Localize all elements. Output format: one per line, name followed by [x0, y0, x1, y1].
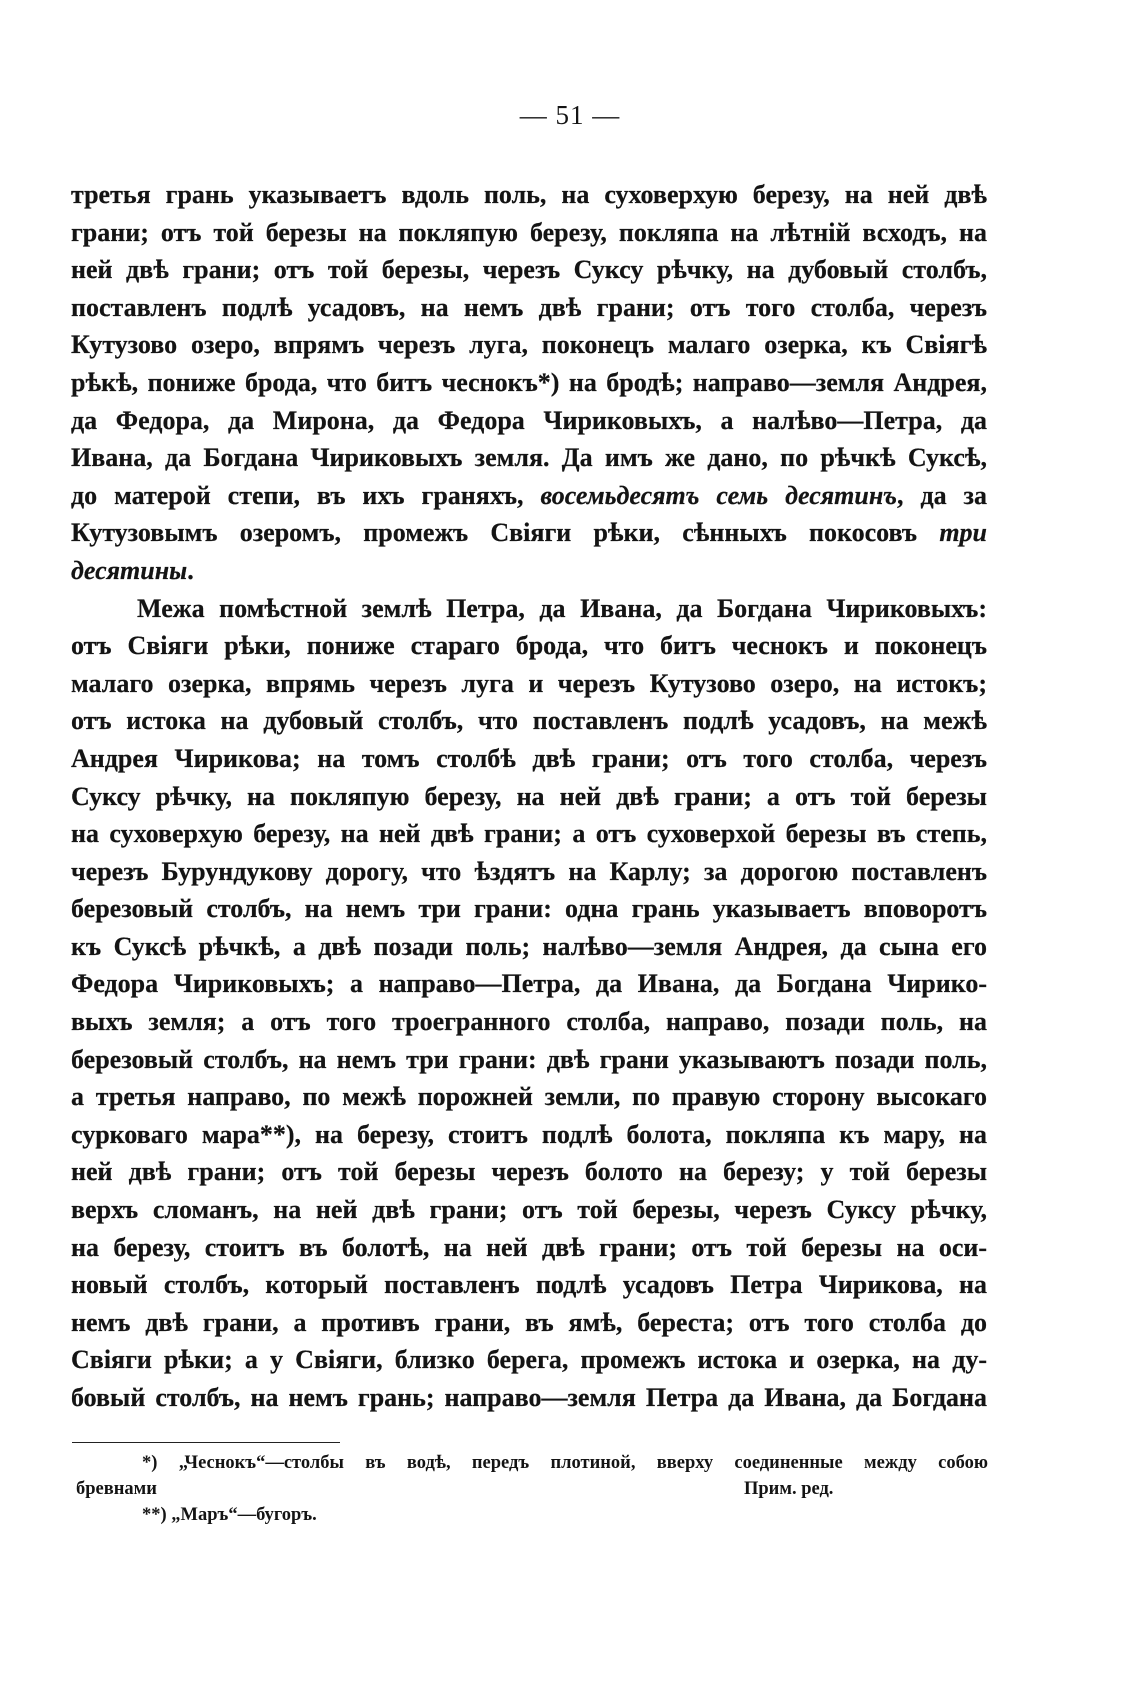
text-line: грани; отъ той березы на покляпую березу, покляпа на лѣтній всходъ, на [71, 217, 987, 247]
text-line: немъ двѣ грани, а противъ грани, въ ямѣ, береста; отъ того столба до [71, 1307, 987, 1337]
text-line: Федора Чириковыхъ; а направо—Петра, да Ивана, да Богдана Чирико- [71, 969, 987, 999]
text-segment: Кутузовымъ озеромъ, промежъ Свiяги рѣки, сѣнныхъ покосовъ [71, 518, 940, 548]
text-line: Ивана, да Богдана Чириковыхъ земля. Да имъ же дано, по рѣчкѣ Суксѣ, [71, 443, 987, 473]
italic-emphasis: десятины [71, 555, 188, 585]
footnote-1: *) „Чеснокъ“—столбы въ водѣ, передъ плотиной, вверху соединенные между собою [142, 1453, 988, 1473]
footnote-divider [72, 1442, 340, 1443]
text-line [71, 477, 987, 515]
text-line: верхъ сломанъ, на ней двѣ грани; отъ той березы, черезъ Суксу рѣчку, [71, 1195, 987, 1225]
footnotes [76, 1450, 988, 1528]
text-line: березовый столбъ, на немъ три грани: одна грань указываетъ вповоротъ [71, 894, 987, 924]
text-line: отъ истока на дубовый столбъ, что поставленъ подлѣ усадовъ, на межѣ [71, 706, 987, 736]
text-line: Кутузово озеро, впрямъ черезъ луга, поконецъ малаго озерка, къ Свiягѣ [71, 330, 987, 360]
footnote-1-continuation [76, 1476, 988, 1502]
footnote-2: **) „Маръ“—бугоръ. [142, 1505, 317, 1525]
italic-emphasis: три [939, 518, 987, 548]
page-number: — 51 — [519, 100, 621, 130]
text-line: а третья направо, по межѣ порожней земли, по правую сторону высокаго [71, 1082, 987, 1112]
text-line: березовый столбъ, на немъ три грани: двѣ грани указываютъ позади поль, [71, 1044, 987, 1074]
text-line: Суксу рѣчку, на покляпую березу, на ней двѣ грани; а отъ той березы [71, 781, 987, 811]
paragraph-start-line: Межа помѣстной землѣ Петра, да Ивана, да Богдана Чириковыхъ: [137, 593, 987, 623]
text-line: выхъ земля; а отъ того троегранного столба, направо, позади поль, на [71, 1007, 987, 1037]
text-line: ней двѣ грани; отъ той березы, черезъ Суксу рѣчку, на дубовый столбъ, [71, 255, 987, 285]
text-line [71, 552, 987, 590]
footnote-1-tail: бревнами [76, 1479, 157, 1499]
editor-note: Прим. ред. [744, 1479, 834, 1499]
body-text [71, 176, 987, 1417]
text-line: третья грань указываетъ вдоль поль, на суховерхую березу, на ней двѣ [71, 180, 987, 209]
text-line [71, 514, 987, 552]
text-segment: до матерой степи, въ ихъ граняхъ, [71, 480, 541, 510]
text-line: ней двѣ грани; отъ той березы черезъ болото на березу; у той березы [71, 1157, 987, 1187]
text-line: отъ Свiяги рѣки, пониже стараго брода, что битъ чеснокъ и поконецъ [71, 631, 987, 661]
text-line: Свiяги рѣки; а у Свiяги, близко берега, промежъ истока и озерка, на ду- [71, 1345, 987, 1375]
italic-emphasis: восемьдесятъ семь десятинъ [540, 480, 897, 510]
text-segment: , да за [897, 480, 987, 510]
text-line: новый столбъ, который поставленъ подлѣ усадовъ Петра Чирикова, на [71, 1270, 987, 1300]
text-line: малаго озерка, впрямь черезъ луга и черезъ Кутузово озеро, на истокъ; [71, 668, 987, 698]
text-line: Андрея Чирикова; на томъ столбѣ двѣ грани; отъ того столба, черезъ [71, 743, 987, 773]
text-line: да Федора, да Мирона, да Федора Чириковыхъ, а налѣво—Петра, да [71, 405, 987, 435]
text-line: на суховерхую березу, на ней двѣ грани; а отъ суховерхой березы въ степь, [71, 819, 987, 849]
text-line: къ Суксѣ рѣчкѣ, а двѣ позади поль; налѣво—земля Андрея, да сына его [71, 931, 987, 961]
text-line: на березу, стоитъ въ болотѣ, на ней двѣ грани; отъ той березы на оси- [71, 1232, 987, 1262]
text-segment: . [187, 555, 194, 585]
text-line: рѣкѣ, пониже брода, что битъ чеснокъ*) на бродѣ; направо—земля Андрея, [71, 367, 987, 397]
text-line: поставленъ подлѣ усадовъ, на немъ двѣ грани; отъ того столба, черезъ [71, 292, 987, 322]
text-line: бовый столбъ, на немъ грань; направо—земля Петра да Ивана, да Богдана [71, 1383, 987, 1412]
text-line: сурковаго мара**), на березу, стоитъ подлѣ болота, покляпа къ мару, на [71, 1119, 987, 1149]
text-line: черезъ Бурундукову дорогу, что ѣздятъ на Карлу; за дорогою поставленъ [71, 856, 987, 886]
